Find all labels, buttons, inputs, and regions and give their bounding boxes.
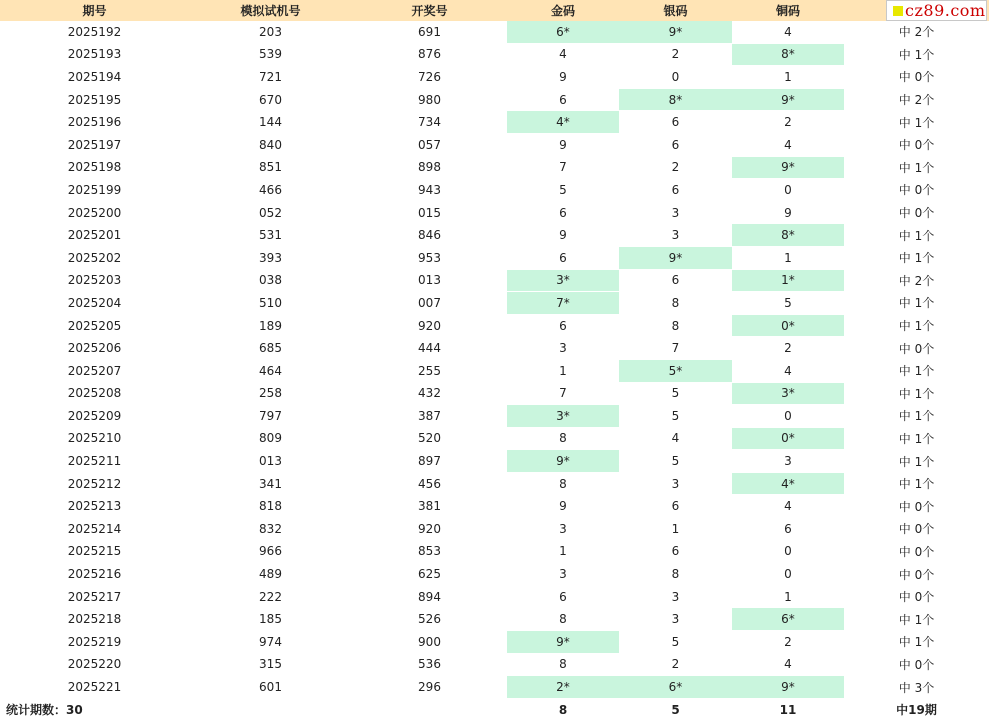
result-cell: 中 2个 [844,88,989,111]
bronze-cell: 1 [732,66,844,89]
silver-cell: 6* [619,676,732,699]
logo-text: cz89.com [905,1,986,20]
draw-number-cell: 255 [352,359,507,382]
gold-cell: 1 [507,359,619,382]
draw-number-cell: 894 [352,585,507,608]
silver-cell: 1 [619,518,732,541]
bronze-cell: 4 [732,495,844,518]
result-cell: 中 1个 [844,292,989,315]
issue-cell: 2025219 [0,631,189,654]
sim-number-cell: 393 [189,246,352,269]
issue-cell: 2025199 [0,179,189,202]
silver-cell: 0 [619,66,732,89]
gold-cell: 4* [507,111,619,134]
header-silver: 银码 [619,0,732,21]
result-cell: 中 1个 [844,359,989,382]
draw-number-cell: 920 [352,314,507,337]
result-cell: 中 1个 [844,631,989,654]
sim-number-cell: 013 [189,450,352,473]
bronze-cell: 6 [732,518,844,541]
draw-number-cell: 876 [352,43,507,66]
gold-cell: 3 [507,337,619,360]
sim-number-cell: 685 [189,337,352,360]
table-row [0,653,989,676]
table-row [0,111,989,134]
table-row [0,21,989,43]
result-cell: 中 1个 [844,43,989,66]
table-row [0,246,989,269]
table-row [0,201,989,224]
table-row [0,43,989,66]
sim-number-cell: 797 [189,405,352,428]
result-cell: 中 0个 [844,540,989,563]
issue-cell: 2025197 [0,133,189,156]
logo-square-icon [893,6,903,16]
silver-cell: 3 [619,472,732,495]
table-body [0,21,989,698]
silver-cell: 3 [619,224,732,247]
silver-cell: 8 [619,563,732,586]
table-row [0,269,989,292]
gold-cell: 6 [507,314,619,337]
silver-cell: 3 [619,201,732,224]
table-row [0,382,989,405]
sim-number-cell: 840 [189,133,352,156]
gold-cell: 7 [507,156,619,179]
gold-cell: 5 [507,179,619,202]
result-cell: 中 1个 [844,405,989,428]
gold-cell: 1 [507,540,619,563]
bronze-cell: 9* [732,88,844,111]
issue-cell: 2025194 [0,66,189,89]
sim-number-cell: 189 [189,314,352,337]
table-row [0,518,989,541]
sim-number-cell: 510 [189,292,352,315]
gold-cell: 9* [507,631,619,654]
sim-number-cell: 489 [189,563,352,586]
sim-number-cell: 601 [189,676,352,699]
draw-number-cell: 691 [352,21,507,43]
table-row [0,450,989,473]
bronze-cell: 0* [732,314,844,337]
header-sim-number: 模拟试机号 [189,0,352,21]
silver-cell: 5 [619,382,732,405]
issue-cell: 2025216 [0,563,189,586]
issue-cell: 2025213 [0,495,189,518]
draw-number-cell: 853 [352,540,507,563]
draw-number-cell: 526 [352,608,507,631]
sim-number-cell: 721 [189,66,352,89]
sim-number-cell: 258 [189,382,352,405]
silver-cell: 6 [619,269,732,292]
sim-number-cell: 464 [189,359,352,382]
result-cell: 中 1个 [844,427,989,450]
draw-number-cell: 900 [352,631,507,654]
draw-number-cell: 898 [352,156,507,179]
issue-cell: 2025215 [0,540,189,563]
sim-number-cell: 466 [189,179,352,202]
issue-cell: 2025203 [0,269,189,292]
draw-number-cell: 057 [352,133,507,156]
bronze-cell: 9* [732,676,844,699]
footer-silver-total: 5 [671,702,680,717]
result-cell: 中 1个 [844,111,989,134]
bronze-cell: 1* [732,269,844,292]
issue-cell: 2025192 [0,21,189,43]
result-cell: 中 0个 [844,563,989,586]
result-cell: 中 0个 [844,585,989,608]
result-cell: 中 0个 [844,66,989,89]
table-row [0,224,989,247]
bronze-cell: 3* [732,382,844,405]
bronze-cell: 4* [732,472,844,495]
draw-number-cell: 536 [352,653,507,676]
silver-cell: 6 [619,179,732,202]
sim-number-cell: 038 [189,269,352,292]
bronze-cell: 5 [732,292,844,315]
table-row [0,631,989,654]
bronze-cell: 2 [732,337,844,360]
table-row [0,88,989,111]
issue-cell: 2025208 [0,382,189,405]
footer-period-count: 统计期数：30 [6,703,83,718]
sim-number-cell: 832 [189,518,352,541]
silver-cell: 3 [619,585,732,608]
issue-cell: 2025196 [0,111,189,134]
bronze-cell: 0* [732,427,844,450]
silver-cell: 4 [619,427,732,450]
table-row [0,676,989,699]
table-header [0,0,989,21]
bronze-cell: 4 [732,133,844,156]
silver-cell: 5* [619,359,732,382]
bronze-cell: 9 [732,201,844,224]
table-row [0,66,989,89]
table-row [0,585,989,608]
table-row [0,359,989,382]
draw-number-cell: 296 [352,676,507,699]
gold-cell: 9* [507,450,619,473]
draw-number-cell: 432 [352,382,507,405]
draw-number-cell: 846 [352,224,507,247]
gold-cell: 4 [507,43,619,66]
silver-cell: 9* [619,21,732,43]
result-cell: 中 1个 [844,224,989,247]
result-cell: 中 1个 [844,382,989,405]
sim-number-cell: 144 [189,111,352,134]
sim-number-cell: 203 [189,21,352,43]
sim-number-cell: 809 [189,427,352,450]
footer-result-total: 中19期 [896,703,937,718]
sim-number-cell: 341 [189,472,352,495]
silver-cell: 5 [619,631,732,654]
gold-cell: 6 [507,585,619,608]
issue-cell: 2025212 [0,472,189,495]
issue-cell: 2025204 [0,292,189,315]
header-draw-number: 开奖号 [352,0,507,21]
draw-number-cell: 980 [352,88,507,111]
silver-cell: 6 [619,495,732,518]
draw-number-cell: 625 [352,563,507,586]
result-cell: 中 0个 [844,337,989,360]
draw-number-cell: 015 [352,201,507,224]
result-cell: 中 2个 [844,21,989,43]
issue-cell: 2025210 [0,427,189,450]
table-row [0,337,989,360]
bronze-cell: 0 [732,563,844,586]
result-cell: 中 1个 [844,156,989,179]
result-cell: 中 0个 [844,653,989,676]
result-cell: 中 0个 [844,201,989,224]
issue-cell: 2025195 [0,88,189,111]
gold-cell: 8 [507,653,619,676]
silver-cell: 2 [619,653,732,676]
sim-number-cell: 052 [189,201,352,224]
silver-cell: 9* [619,246,732,269]
result-cell: 中 1个 [844,608,989,631]
issue-cell: 2025205 [0,314,189,337]
issue-cell: 2025214 [0,518,189,541]
issue-cell: 2025193 [0,43,189,66]
issue-cell: 2025220 [0,653,189,676]
gold-cell: 9 [507,224,619,247]
table-row [0,156,989,179]
draw-number-cell: 734 [352,111,507,134]
sim-number-cell: 222 [189,585,352,608]
bronze-cell: 8* [732,224,844,247]
gold-cell: 9 [507,66,619,89]
table-row [0,540,989,563]
sim-number-cell: 818 [189,495,352,518]
draw-number-cell: 953 [352,246,507,269]
gold-cell: 3 [507,518,619,541]
result-cell: 中 0个 [844,133,989,156]
table-row [0,133,989,156]
draw-number-cell: 920 [352,518,507,541]
table-row [0,472,989,495]
bronze-cell: 4 [732,359,844,382]
draw-number-cell: 444 [352,337,507,360]
bronze-cell: 6* [732,608,844,631]
sim-number-cell: 315 [189,653,352,676]
draw-number-cell: 943 [352,179,507,202]
bronze-cell: 2 [732,631,844,654]
table-row [0,314,989,337]
draw-number-cell: 381 [352,495,507,518]
bronze-cell: 9* [732,156,844,179]
gold-cell: 7* [507,292,619,315]
result-cell: 中 0个 [844,495,989,518]
draw-number-cell: 456 [352,472,507,495]
issue-cell: 2025211 [0,450,189,473]
footer-bronze-total: 11 [779,702,797,717]
gold-cell: 3* [507,405,619,428]
table-row [0,608,989,631]
result-cell: 中 0个 [844,179,989,202]
header-gold: 金码 [507,0,619,21]
gold-cell: 6* [507,21,619,43]
gold-cell: 2* [507,676,619,699]
header-issue: 期号 [0,0,189,21]
bronze-cell: 4 [732,21,844,43]
issue-cell: 2025207 [0,359,189,382]
footer-gold-total: 8 [558,702,568,717]
result-cell: 中 1个 [844,314,989,337]
result-cell: 中 0个 [844,518,989,541]
bronze-cell: 1 [732,246,844,269]
bronze-cell: 8* [732,43,844,66]
silver-cell: 8 [619,314,732,337]
bronze-cell: 4 [732,653,844,676]
silver-cell: 8* [619,88,732,111]
table-row [0,179,989,202]
silver-cell: 2 [619,43,732,66]
bronze-cell: 2 [732,111,844,134]
silver-cell: 6 [619,540,732,563]
draw-number-cell: 387 [352,405,507,428]
issue-cell: 2025206 [0,337,189,360]
bronze-cell: 0 [732,179,844,202]
issue-cell: 2025200 [0,201,189,224]
issue-cell: 2025218 [0,608,189,631]
issue-cell: 2025221 [0,676,189,699]
gold-cell: 6 [507,201,619,224]
issue-cell: 2025209 [0,405,189,428]
result-cell: 中 2个 [844,269,989,292]
sim-number-cell: 531 [189,224,352,247]
silver-cell: 6 [619,111,732,134]
sim-number-cell: 966 [189,540,352,563]
issue-cell: 2025217 [0,585,189,608]
table-row [0,495,989,518]
site-logo[interactable] [886,0,987,21]
header-bronze: 铜码 [732,0,844,21]
sim-number-cell: 670 [189,88,352,111]
result-cell: 中 3个 [844,676,989,699]
gold-cell: 6 [507,88,619,111]
gold-cell: 3 [507,563,619,586]
silver-cell: 6 [619,133,732,156]
table-row [0,563,989,586]
sim-number-cell: 539 [189,43,352,66]
gold-cell: 3* [507,269,619,292]
result-cell: 中 1个 [844,246,989,269]
sim-number-cell: 851 [189,156,352,179]
silver-cell: 5 [619,450,732,473]
draw-number-cell: 520 [352,427,507,450]
issue-cell: 2025198 [0,156,189,179]
table-row [0,405,989,428]
table-row [0,292,989,315]
gold-cell: 9 [507,133,619,156]
gold-cell: 9 [507,495,619,518]
draw-number-cell: 013 [352,269,507,292]
issue-cell: 2025201 [0,224,189,247]
result-cell: 中 1个 [844,472,989,495]
silver-cell: 5 [619,405,732,428]
gold-cell: 8 [507,608,619,631]
silver-cell: 2 [619,156,732,179]
silver-cell: 8 [619,292,732,315]
bronze-cell: 3 [732,450,844,473]
gold-cell: 8 [507,427,619,450]
silver-cell: 3 [619,608,732,631]
draw-number-cell: 007 [352,292,507,315]
draw-number-cell: 897 [352,450,507,473]
gold-cell: 6 [507,246,619,269]
sim-number-cell: 974 [189,631,352,654]
gold-cell: 7 [507,382,619,405]
silver-cell: 7 [619,337,732,360]
result-cell: 中 1个 [844,450,989,473]
issue-cell: 2025202 [0,246,189,269]
gold-cell: 8 [507,472,619,495]
bronze-cell: 1 [732,585,844,608]
table-row [0,427,989,450]
bronze-cell: 0 [732,540,844,563]
draw-number-cell: 726 [352,66,507,89]
table-footer [0,698,989,721]
bronze-cell: 0 [732,405,844,428]
sim-number-cell: 185 [189,608,352,631]
